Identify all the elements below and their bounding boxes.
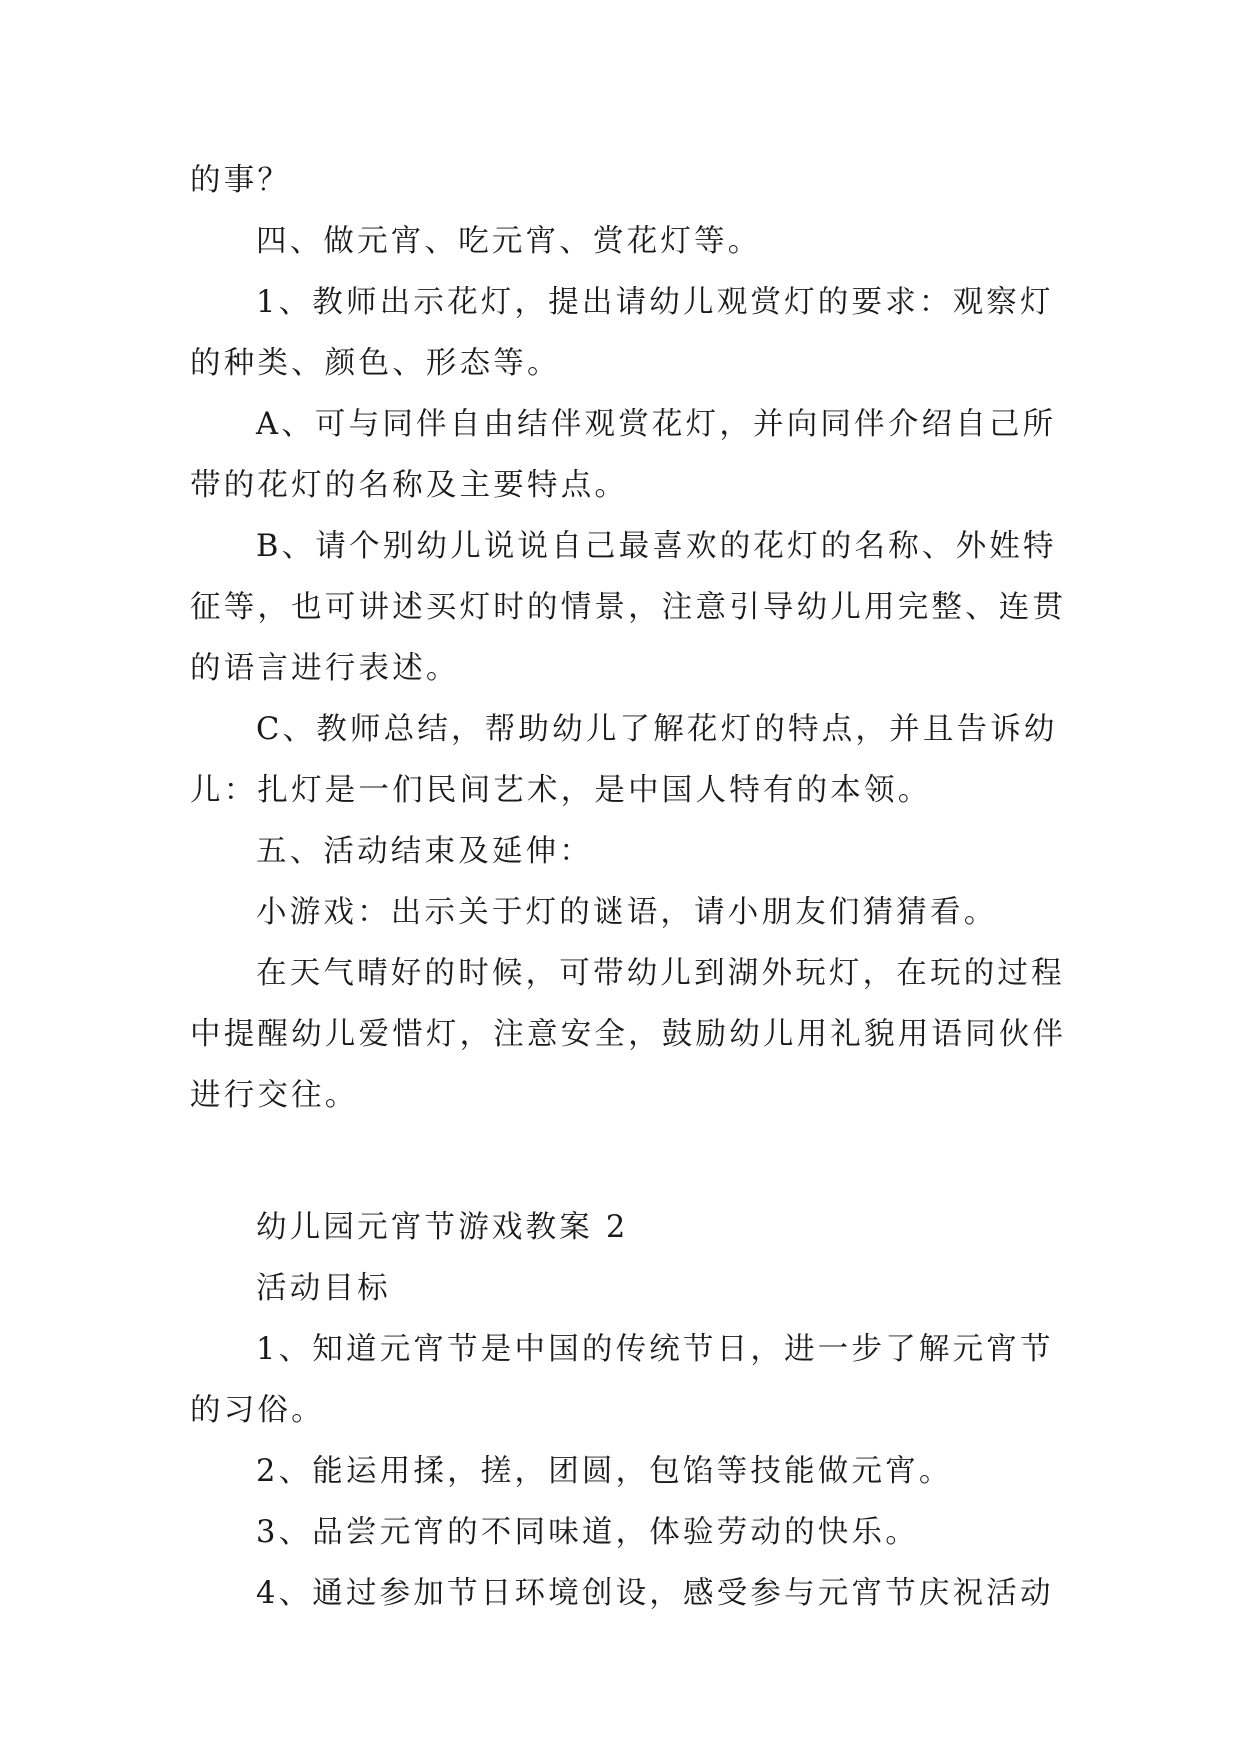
blank-line: [190, 1126, 1052, 1187]
paragraph-line: C、教师总结，帮助幼儿了解花灯的特点，并且告诉幼: [256, 712, 1058, 747]
paragraph-line: 征等，也可讲述买灯时的情景，注意引导幼儿用完整、连贯: [190, 590, 1067, 625]
paragraph-line: 小游戏：出示关于灯的谜语，请小朋友们猜猜看。: [256, 895, 998, 930]
paragraph-line: 1、知道元宵节是中国的传统节日，进一步了解元宵节: [256, 1332, 1054, 1367]
paragraph-line: 2、能运用揉，搓，团圆，包馅等技能做元宵。: [256, 1454, 953, 1489]
lesson-title: 幼儿园元宵节游戏教案 2: [256, 1210, 629, 1245]
paragraph-line: 在天气晴好的时候，可带幼儿到湖外玩灯，在玩的过程: [256, 956, 1065, 991]
paragraph-line: 3、品尝元宵的不同味道，体验劳动的快乐。: [256, 1515, 919, 1550]
paragraph-line: 1、教师出示花灯，提出请幼儿观赏灯的要求：观察灯: [256, 285, 1054, 320]
section-heading: 活动目标: [256, 1271, 391, 1306]
paragraph-line: 进行交往。: [190, 1078, 359, 1113]
paragraph-line: 的事？: [190, 163, 292, 198]
paragraph-line: 带的花灯的名称及主要特点。: [190, 468, 629, 503]
document-body: [190, 150, 1067, 1624]
paragraph-line: 4、通过参加节日环境创设，感受参与元宵节庆祝活动: [256, 1576, 1054, 1611]
paragraph-line: 的习俗。: [190, 1393, 325, 1428]
section-heading: 四、做元宵、吃元宵、赏花灯等。: [256, 224, 762, 259]
paragraph-line: A、可与同伴自由结伴观赏花灯，并向同伴介绍自己所: [256, 407, 1057, 442]
paragraph-line: 中提醒幼儿爱惜灯，注意安全，鼓励幼儿用礼貌用语同伙伴: [190, 1017, 1067, 1052]
paragraph-line: 的语言进行表述。: [190, 651, 460, 686]
paragraph-line: 的种类、颜色、形态等。: [190, 346, 561, 381]
section-heading: 五、活动结束及延伸：: [256, 834, 593, 869]
paragraph-line: 儿：扎灯是一们民间艺术，是中国人特有的本领。: [190, 773, 932, 808]
paragraph-line: B、请个别幼儿说说自己最喜欢的花灯的名称、外姓特: [256, 529, 1057, 564]
